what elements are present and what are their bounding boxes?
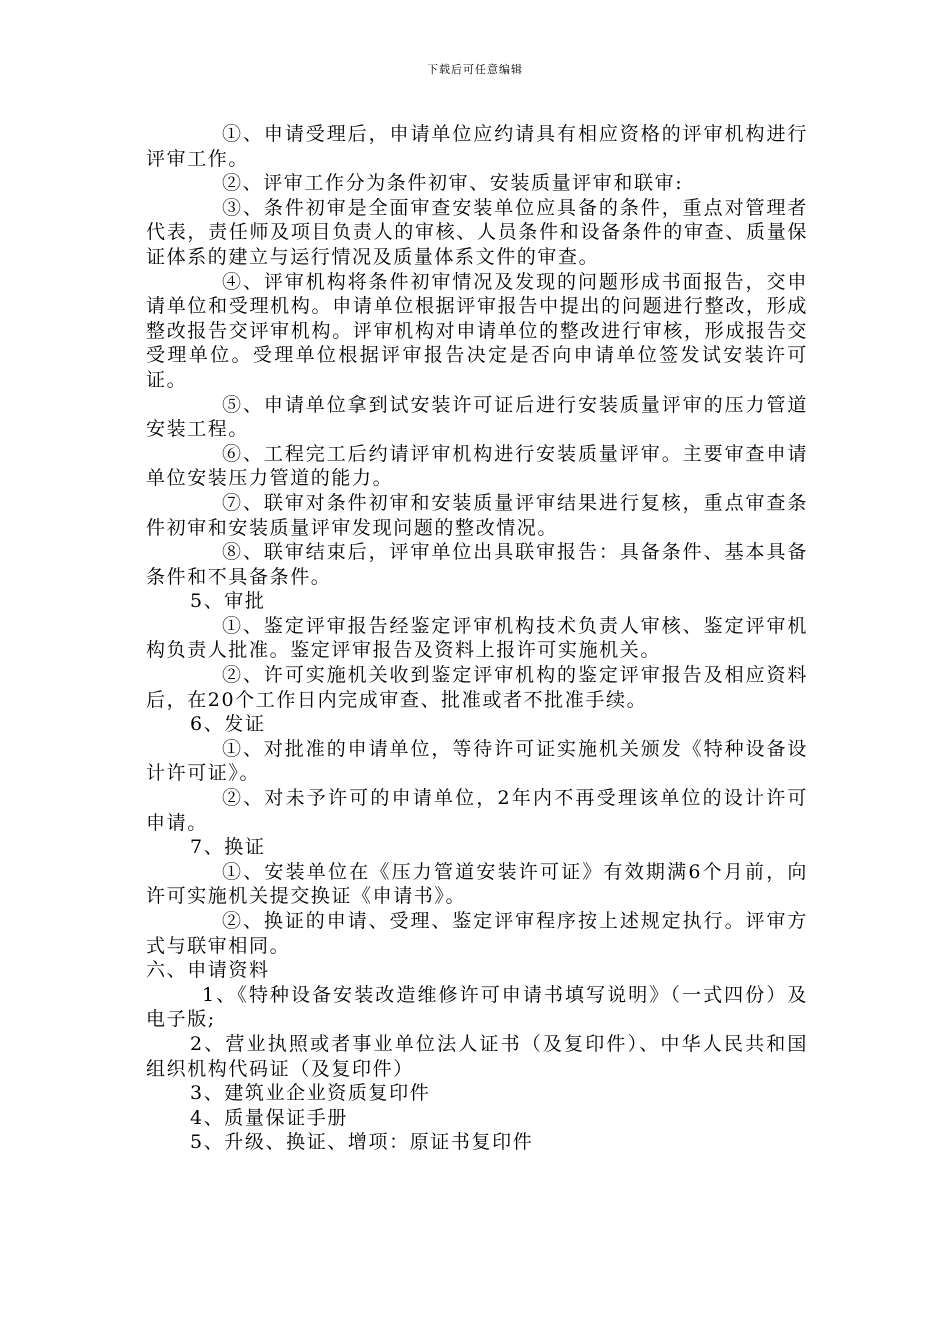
- section-heading-certificate-renewal: 7、换证: [190, 836, 266, 859]
- paragraph: ②、换证的申请、受理、鉴定评审程序按上述规定执行。评审方式与联审相同。: [146, 910, 808, 957]
- paragraph: ⑤、申请单位拿到试安装许可证后进行安装质量评审的压力管道安装工程。: [146, 393, 808, 441]
- paragraph: ②、对未予许可的申请单位，2年内不再受理该单位的设计许可申请。: [146, 787, 808, 834]
- paragraph: ⑥、工程完工后约请评审机构进行安装质量评审。主要审查申请单位安装压力管道的能力。: [146, 442, 808, 490]
- paragraph: ②、评审工作分为条件初审、安装质量评审和联审:: [222, 172, 684, 195]
- list-item: 4、质量保证手册: [190, 1106, 348, 1129]
- paragraph: ①、申请受理后，申请单位应约请具有相应资格的评审机构进行评审工作。: [146, 123, 808, 170]
- paragraph: ④、评审机构将条件初审情况及发现的问题形成书面报告，交申请单位和受理机构。申请单位根据评审报告中提出的问题进行整改，形成整改报告交评审机构。评审机构对申请单位的整改进行审核，形成报告交受理单位。受理单位根据评审报告决定是否向申请单位签发试安装许可证。: [146, 270, 808, 391]
- paragraph: ①、安装单位在《压力管道安装许可证》有效期满6个月前，向许可实施机关提交换证《申请书》。: [146, 860, 808, 908]
- section-heading-approval: 5、审批: [190, 590, 266, 613]
- paragraph: ⑦、联审对条件初审和安装质量评审结果进行复核，重点审查条件初审和安装质量评审发现问题的整改情况。: [146, 491, 808, 539]
- document-body: [146, 122, 808, 1155]
- list-item: 5、升级、换证、增项：原证书复印件: [190, 1131, 534, 1154]
- page-header: 下载后可任意编辑: [427, 63, 523, 76]
- paragraph: ①、对批准的申请单位，等待许可证实施机关颁发《特种设备设计许可证》。: [146, 737, 808, 785]
- section-heading-certificate-issue: 6、发证: [190, 713, 266, 736]
- paragraph: ②、许可实施机关收到鉴定评审机构的鉴定评审报告及相应资料后，在20个工作日内完成审查、批准或者不批准手续。: [146, 664, 808, 711]
- paragraph: ①、鉴定评审报告经鉴定评审机构技术负责人审核、鉴定评审机构负责人批准。鉴定评审报告及资料上报许可实施机关。: [146, 614, 808, 662]
- paragraph: ⑧、联审结束后，评审单位出具联审报告：具备条件、基本具备条件和不具备条件。: [146, 541, 808, 588]
- paragraph: ③、条件初审是全面审查安装单位应具备的条件，重点对管理者代表，责任师及项目负责人的审核、人员条件和设备条件的审查、质量保证体系的建立与运行情况及质量体系文件的审查。: [146, 196, 808, 268]
- list-item: 1、《特种设备安装改造维修许可申请书填写说明》（一式四份）及电子版;: [146, 983, 808, 1031]
- list-item: 3、建筑业企业资质复印件: [190, 1082, 431, 1105]
- section-heading-application-materials: 六、申请资料: [146, 959, 270, 982]
- list-item: 2、营业执照或者事业单位法人证书（及复印件）、中华人民共和国组织机构代码证（及复印件）: [146, 1032, 808, 1080]
